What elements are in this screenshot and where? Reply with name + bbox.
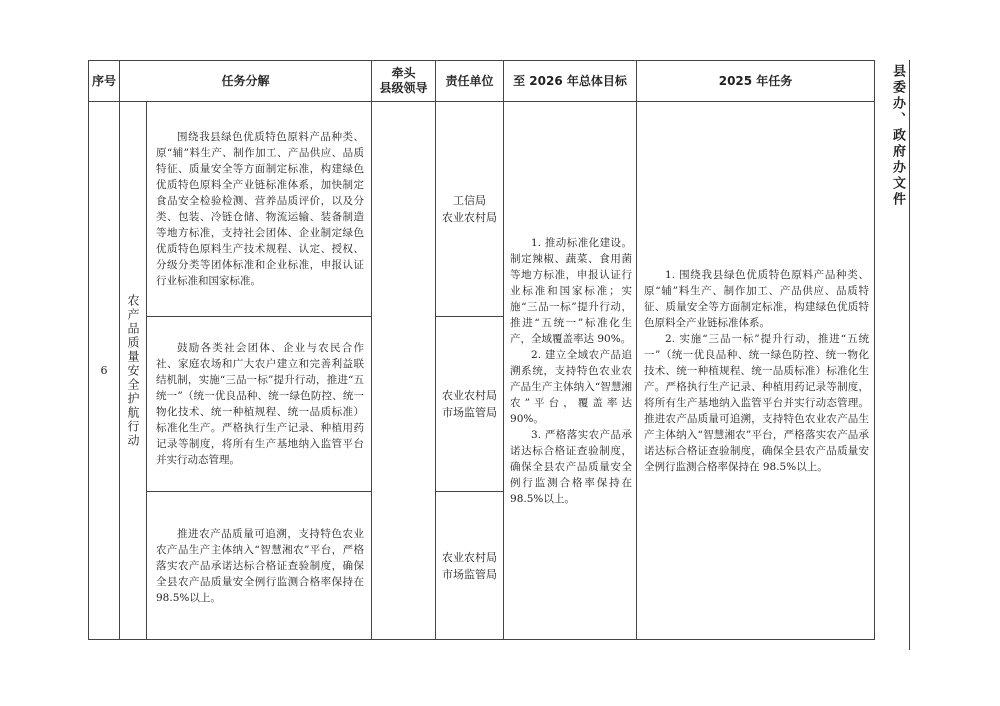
sub-task-1 bbox=[147, 102, 372, 317]
sub-task-3-unit bbox=[436, 492, 504, 640]
side-label: 县委办、政府办文件 bbox=[890, 64, 905, 208]
header-responsible-unit: 责任单位 bbox=[436, 61, 504, 102]
header-task-2025: 2025 年任务 bbox=[637, 61, 875, 102]
sub-task-3-text: 推进农产品质量可追溯，支持特色农业农产品生产主体纳入“智慧湘农”平台，严格落实农产品承诺达标合格证查验制度，确保全县农产品质量安全例行监测合格率保持在 98.5%以上。 bbox=[156, 527, 365, 604]
task-2025-item: 2. 实施“三品一标”提升行动，推进“五统一”（统一优良品种、统一绿色防控、统一物化技术、统一种植规程、统一品质标准）标准化生产。严格执行生产记录、种植用药记录等制度，将所有生产基地纳入监管平台并实行动态管理。推进农产品质量可追溯，支持特色农业农产品生产主体纳入“智慧湘农”平台，严格落实农产品承诺达标合格证查验制度，确保全县农产品质量安全例行监测合格率保持在 98.5%以上。 bbox=[644, 332, 870, 473]
header-goal-2026: 至 2026 年总体目标 bbox=[504, 61, 637, 102]
row-category bbox=[120, 102, 147, 640]
unit-line: 农业农村局 bbox=[442, 389, 498, 402]
header-row bbox=[89, 61, 875, 102]
sub-task-3 bbox=[147, 492, 372, 640]
side-divider bbox=[909, 60, 910, 650]
sub-task-2-text: 鼓励各类社会团体、企业与农民合作社、家庭农场和广大农户建立和完善利益联结机制，实施“三品一标”提升行动，推进“五统一”（统一优良品种、统一绿色防控、统一物化技术、统一种植规程、统一品质标准）标准化生产。严格执行生产记录、种植用药记录等制度，将所有生产基地纳入监管平台并实行动态管理。 bbox=[156, 342, 365, 466]
header-task-breakdown: 任务分解 bbox=[120, 61, 372, 102]
goal-item: 2. 建立全域农产品追溯系统，支持特色农业农产品生产主体纳入“智慧湘农”平台，覆盖率达 90%。 bbox=[510, 348, 633, 425]
goal-item: 1. 推动标准化建设。制定辣椒、蔬菜、食用菌等地方标准，申报认证行业标准和国家标准；实施“三品一标”提升行动，推进“五统一”标准化生产，全域覆盖率达 90%。 bbox=[510, 236, 633, 345]
goal-item: 3. 严格落实农产品承诺达标合格证查验制度，确保全县农产品质量安全例行监测合格率保持在 98.5%以上。 bbox=[510, 428, 633, 505]
unit-line: 市场监管局 bbox=[442, 406, 498, 419]
task-2025-cell bbox=[637, 102, 875, 640]
unit-line: 工信局 bbox=[453, 194, 487, 207]
goal-2026-cell bbox=[504, 102, 637, 640]
unit-line: 农业农村局 bbox=[442, 211, 498, 224]
header-index: 序号 bbox=[89, 61, 120, 102]
category-label: 农产品质量安全护航行动 bbox=[126, 293, 140, 448]
table-row bbox=[89, 102, 875, 317]
unit-line: 农业农村局 bbox=[442, 550, 498, 564]
lead-leader-cell bbox=[372, 102, 436, 640]
task-2025-item: 1. 围绕我县绿色优质特色原料产品种类、原“辅”料生产、制作加工、产品供应、品质特征、质量安全等方面制定标准，构建绿色优质特色原料全产业链标准体系。 bbox=[644, 268, 870, 329]
task-table bbox=[88, 60, 875, 640]
sub-task-2-unit bbox=[436, 317, 504, 492]
unit-line: 市场监管局 bbox=[442, 567, 498, 581]
sub-task-1-unit bbox=[436, 102, 504, 317]
row-index: 6 bbox=[89, 102, 120, 640]
header-lead-leader: 牵头 县级领导 bbox=[372, 61, 436, 102]
sub-task-2 bbox=[147, 317, 372, 492]
sub-task-1-text: 围绕我县绿色优质特色原料产品种类、原“辅”料生产、制作加工、产品供应、品质特征、质量安全等方面制定标准，构建绿色优质特色原料全产业链标准体系，加快制定食品安全检验检测、营养品质评价，以及分类、包装、冷链仓储、物流运输、装备制造等地方标准，支持社会团体、企业制定绿色优质特色原料生产技术规程、认定、授权、分级分类等团体标准和企业标准，申报认证行业标准和国家标准。 bbox=[156, 131, 365, 287]
